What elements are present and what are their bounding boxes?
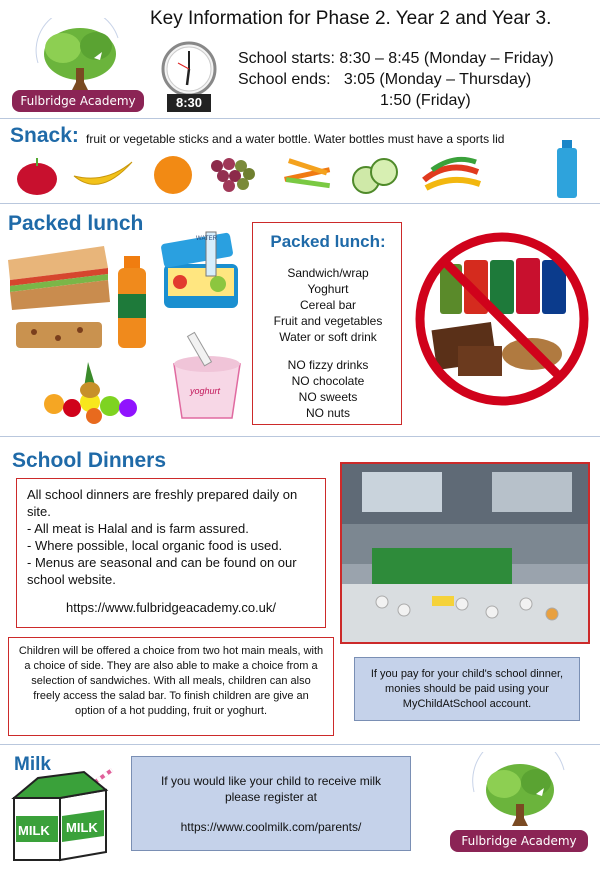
list-item: Fruit and vegetables (273, 314, 383, 328)
water-label: WATER (196, 236, 217, 242)
dinners-choices-text: Children will be offered a choice from two hot main meals, with a choice of side. They are also able to make a choice from a selection of sandwiches. With all meals, children can also freely access the salad bar. To finish children are give an option of a hot pudding, fruit or yoghurt. (18, 645, 324, 717)
clock-time: 8:30 (167, 94, 211, 112)
packed-lunch-heading: Packed lunch (8, 212, 144, 235)
header-title: Key Information for Phase 2. Year 2 and Year 3. (150, 8, 552, 29)
no-fizzy-drinks-sweets-icon (414, 224, 590, 414)
dinners-payment-box (354, 657, 580, 721)
allowed-list (253, 265, 403, 345)
not-allowed-list (253, 357, 403, 421)
logo-top (8, 18, 148, 114)
list-item: Cereal bar (299, 298, 357, 312)
milk-carton-label: MILK (18, 823, 50, 838)
clock-icon (158, 40, 220, 96)
snack-heading: Snack: (10, 124, 79, 147)
canteen-photo (340, 462, 590, 644)
orange-icon (152, 154, 194, 196)
divider (0, 118, 600, 119)
grapes-icon (205, 152, 263, 196)
divider (0, 436, 600, 437)
milk-register-text: If you would like your child to receive milk please register at (160, 774, 382, 804)
logo-name-badge: Fulbridge Academy (12, 90, 144, 112)
milk-register-box (131, 756, 411, 851)
milk-register-link[interactable]: https://www.coolmilk.com/parents/ (180, 820, 362, 834)
fruit-bowl-icon (34, 358, 150, 428)
dinners-point: - All meat is Halal and is farm assured. (27, 521, 249, 536)
school-ends-friday: 1:50 (Friday) (380, 92, 471, 109)
list-item: Yoghurt (307, 282, 349, 296)
clock (158, 40, 220, 114)
apple-icon (14, 154, 60, 196)
tree-logo-icon (8, 18, 148, 98)
milk-carton-icon (8, 768, 128, 864)
school-starts: School starts: 8:30 – 8:45 (Monday – Friday) (238, 50, 554, 67)
dinners-point: - Menus are seasonal and can be found on our school website. (27, 555, 297, 587)
logo-name-badge: Fulbridge Academy (450, 830, 588, 852)
water-bottle-icon (552, 138, 582, 200)
school-dinners-heading: School Dinners (12, 449, 167, 472)
vegetable-sticks-icon (280, 154, 336, 196)
pepper-strips-icon (418, 150, 488, 198)
cucumber-icon (350, 152, 404, 196)
packed-lunch-box (252, 222, 402, 425)
dinners-point: - Where possible, local organic food is used. (27, 538, 283, 553)
yoghurt-icon (166, 330, 248, 422)
packed-lunch-box-title: Packed lunch: (270, 232, 386, 251)
sandwich-icon (4, 240, 112, 314)
dinners-info-box (16, 478, 326, 628)
tree-logo-icon (444, 752, 594, 832)
list-item: NO sweets (298, 390, 358, 404)
list-item: NO nuts (305, 406, 350, 420)
school-ends: School ends: 3:05 (Monday – Thursday) (238, 71, 532, 88)
list-item: NO fizzy drinks (287, 358, 369, 372)
milk-carton-label: MILK (66, 820, 98, 835)
cereal-bar-icon (14, 318, 104, 352)
dinners-payment-text: If you pay for your child's school dinner, monies should be paid using your MyChildAtSchool account. (370, 668, 564, 710)
banana-icon (70, 154, 136, 194)
milk-heading: Milk (14, 754, 51, 775)
list-item: Sandwich/wrap (287, 266, 369, 280)
dinners-choices-box (8, 637, 334, 736)
website-link[interactable]: https://www.fulbridgeacademy.co.uk/ (65, 600, 277, 615)
yoghurt-label: yoghurt (190, 386, 221, 396)
canteen-image (342, 464, 588, 642)
divider (0, 203, 600, 204)
snack-text: fruit or vegetable sticks and a water bottle. Water bottles must have a sports lid (86, 132, 505, 146)
dinners-intro: All school dinners are freshly prepared daily on site. (27, 487, 298, 519)
list-item: Water or soft drink (279, 330, 377, 344)
juice-bottle-icon (112, 254, 152, 350)
list-item: NO chocolate (291, 374, 365, 388)
logo-bottom (444, 752, 594, 856)
lunchbox-icon (158, 228, 244, 314)
divider (0, 744, 600, 745)
